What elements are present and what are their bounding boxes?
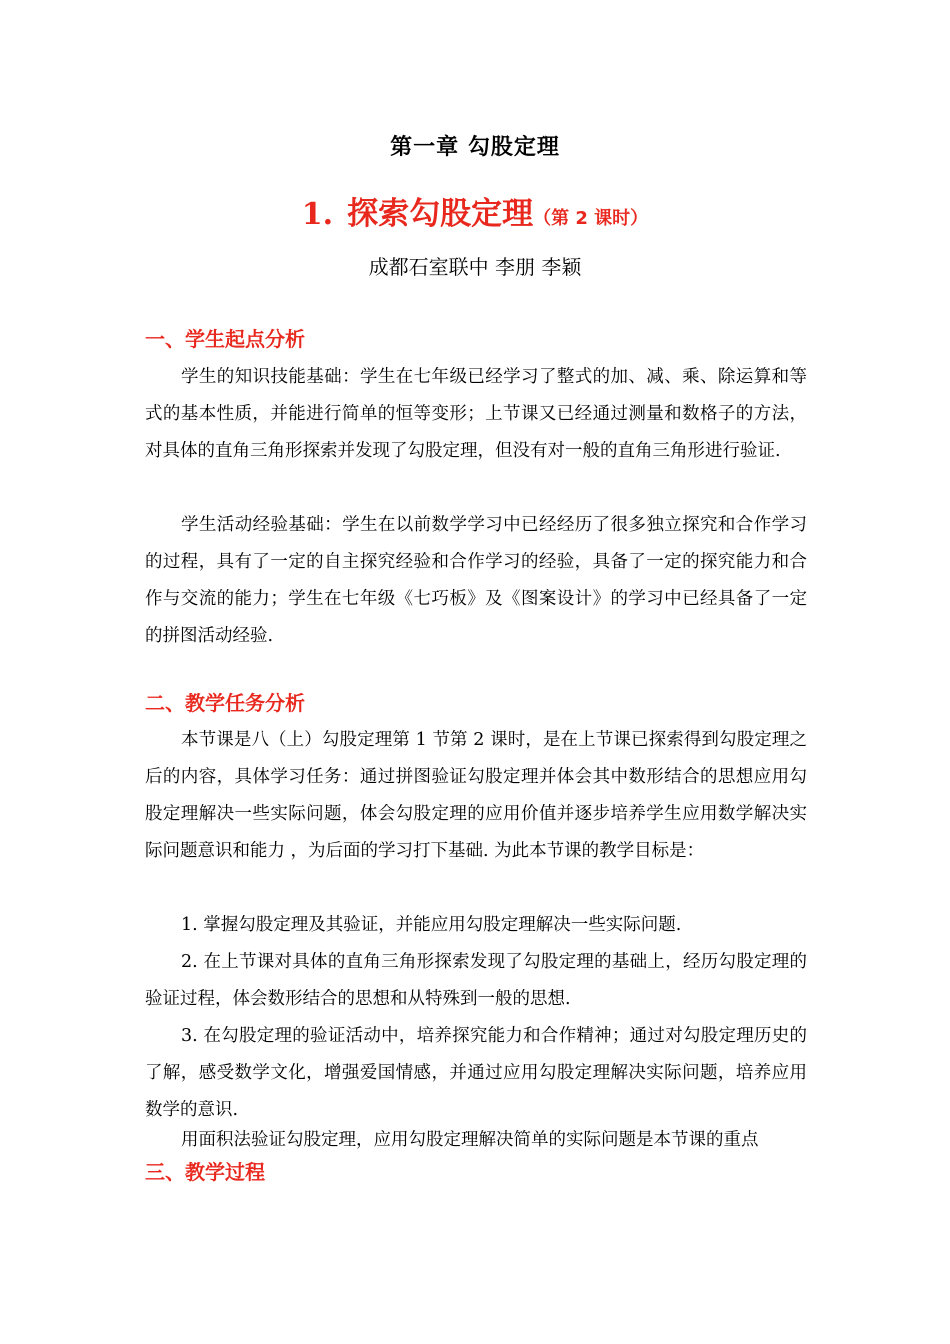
chapter-title: 第一章 勾股定理 [390,135,560,160]
lesson-number: 1. [301,197,334,232]
goal-1: 1. 掌握勾股定理及其验证，并能应用勾股定理解决一些实际问题. [181,915,682,935]
section-heading-student-analysis: 一、学生起点分析 [145,327,305,351]
paragraph-knowledge-basis: 学生的知识技能基础：学生在七年级已经学习了整式的加、减、乘、除运算和等式的基本性质，并能进行简单的恒等变形；上节课又已经通过测量和数格子的方法，对具体的直角三角形探索并发现了勾股定理，但没有对一般的直角三角形进行验证. [145,367,807,461]
goal-3: 3. 在勾股定理的验证活动中，培养探究能力和合作精神；通过对勾股定理历史的了解，感受数学文化，增强爱国情感，并通过应用勾股定理解决实际问题，培养应用数学的意识. [145,1026,807,1120]
goal-2: 2. 在上节课对具体的直角三角形探索发现了勾股定理的基础上，经历勾股定理的验证过程，体会数形结合的思想和从特殊到一般的思想. [145,952,807,1009]
section-heading-task-analysis: 二、教学任务分析 [145,691,305,715]
key-point: 用面积法验证勾股定理，应用勾股定理解决简单的实际问题是本节课的重点 [181,1130,759,1150]
section-heading-teaching-process: 三、教学过程 [145,1160,265,1184]
lesson-subtitle: （第 2 课时） [533,208,649,229]
lesson-title-text: 探索勾股定理 [347,196,534,232]
lesson-title [0,192,950,241]
authors: 成都石室联中 李朋 李颖 [368,255,582,279]
paragraph-task-description: 本节课是八（上）勾股定理第 1 节第 2 课时，是在上节课已探索得到勾股定理之后的内容，具体学习任务：通过拼图验证勾股定理并体会其中数形结合的思想应用勾股定理解决一些实际问题，体会勾股定理的应用价值并逐步培养学生应用数学解决实际问题意识和能力 ，为后面的学习打下基础. 为此本节课的教学目标是： [145,730,807,861]
paragraph-activity-basis: 学生活动经验基础：学生在以前数学学习中已经经历了很多独立探究和合作学习的过程，具有了一定的自主探究经验和合作学习的经验，具备了一定的探究能力和合作与交流的能力；学生在七年级《七巧板》及《图案设计》的学习中已经具备了一定的拼图活动经验. [145,515,807,646]
